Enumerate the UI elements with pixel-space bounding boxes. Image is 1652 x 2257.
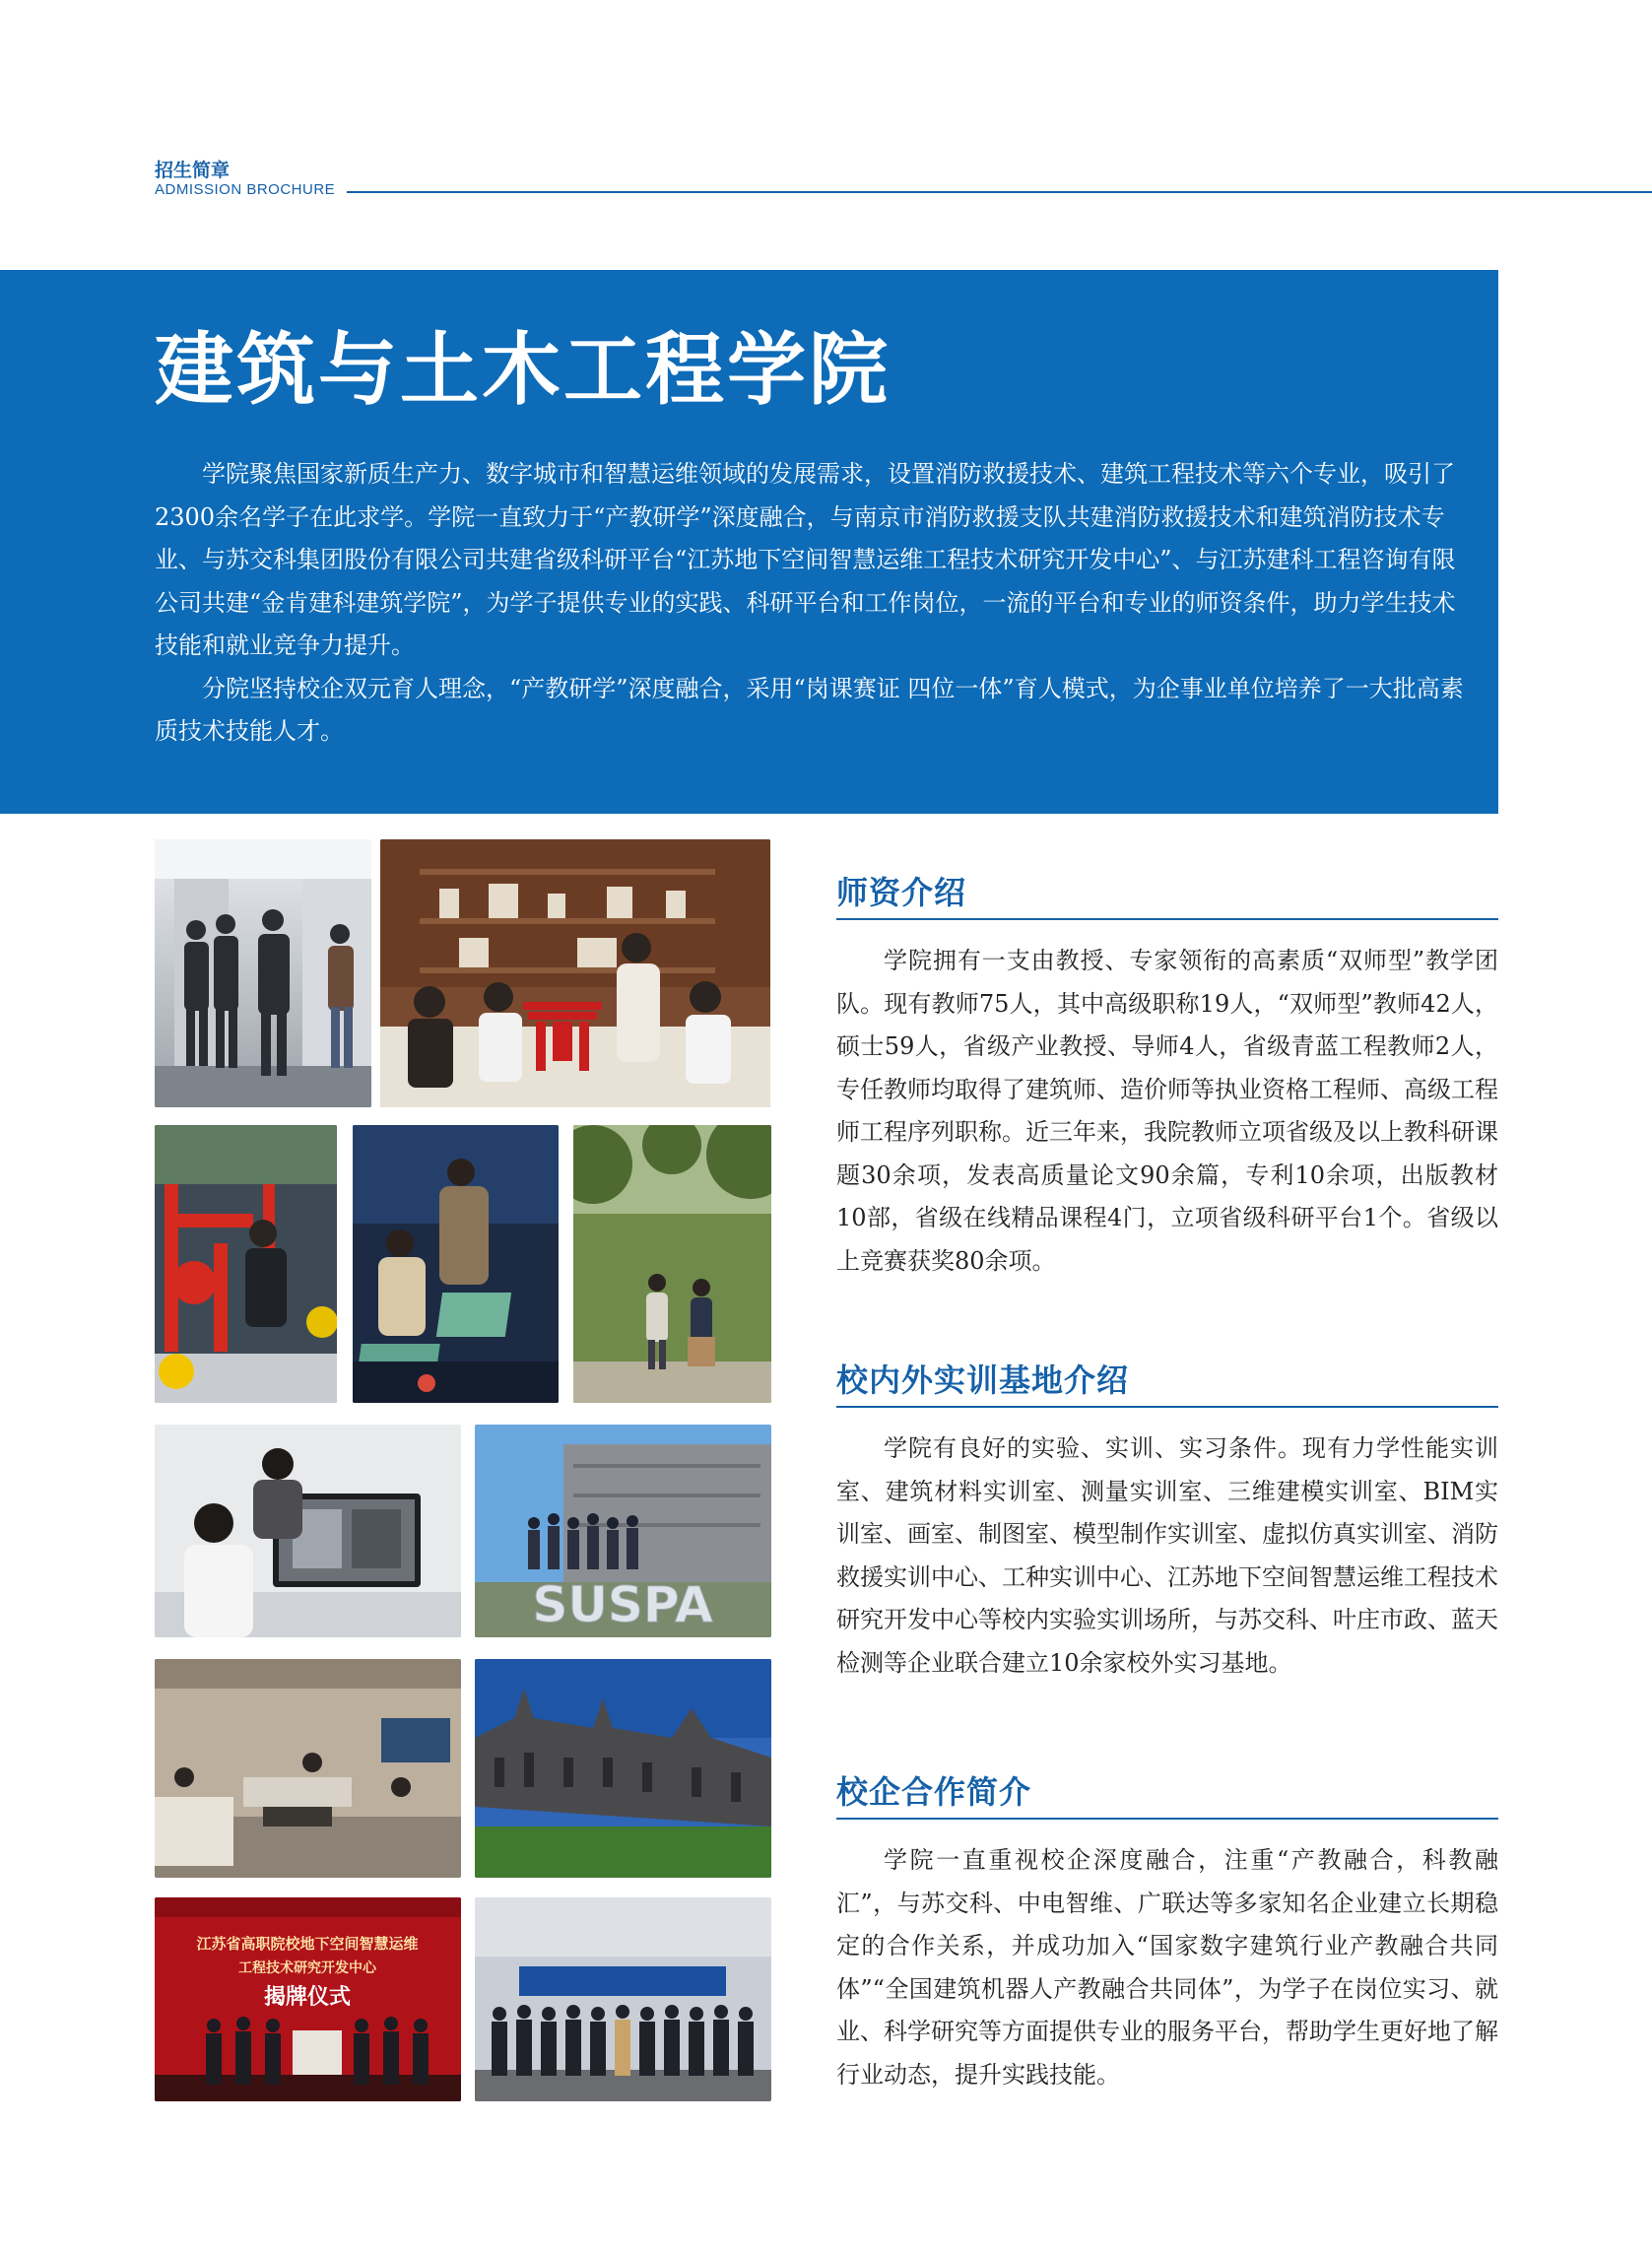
photo-lounge-interior: [155, 1659, 461, 1878]
intro-text: [155, 453, 1465, 754]
photo-corridor-students: [155, 839, 371, 1107]
photo-unveiling-ceremony: [155, 1897, 461, 2101]
intro-paragraph: 学院聚焦国家新质生产力、数字城市和智慧运维领域的发展需求，设置消防救援技术、建筑工程技术等六个专业，吸引了2300余名学子在此求学。学院一直致力于“产教研学”深度融合，与南京市消防救援支队共建消防救援技术和建筑消防技术专业、与苏交科集团股份有限公司共建省级科研平台“江苏地下空间智慧运维工程技术研究开发中心”、与江苏建科工程咨询有限公司共建“金肯建科建筑学院”，为学子提供专业的实践、科研平台和工作岗位，一流的平台和专业的师资条件，助力学生技术技能和就业竞争力提升。: [155, 460, 1456, 659]
photo-campus-sign: [475, 1425, 771, 1637]
signboard-line2: 工程技术研究开发中心: [238, 1960, 376, 1976]
section-title: 师资介绍: [836, 873, 1498, 920]
photo-fire-equipment: [155, 1125, 337, 1403]
photo-historic-building: [475, 1659, 771, 1878]
photo-design-monitor: [155, 1425, 461, 1637]
section-industry-cooperation: [836, 1772, 1498, 2096]
photo-computer-lab: [353, 1125, 559, 1403]
section-title: 校内外实训基地介绍: [836, 1361, 1498, 1408]
section-training-bases: [836, 1361, 1498, 1685]
section-text: 学院一直重视校企深度融合，注重“产教融合，科教融汇”，与苏交科、中电智维、广联达等多家知名企业建立长期稳定的合作关系，并成功加入“国家数字建筑行业产教融合共同体”“全国建筑机器人产教融合共同体”，为学子在岗位实习、就业、科学研究等方面提供专业的服务平台，帮助学生更好地了解行业动态，提升实践技能。: [836, 1846, 1498, 2089]
section-title: 校企合作简介: [836, 1772, 1498, 1820]
section-text: 学院有良好的实验、实训、实习条件。现有力学性能实训室、建筑材料实训室、测量实训室、三维建模实训室、BIM实训室、画室、制图室、模型制作实训室、虚拟仿真实训室、消防救援实训中心、工种实训中心、江苏地下空间智慧运维工程技术研究开发中心等校内实验实训场所，与苏交科、叶庄市政、蓝天检测等企业联合建立10余家校外实习基地。: [836, 1434, 1498, 1677]
intro-paragraph: 分院坚持校企双元育人理念，“产教研学”深度融合，采用“岗课赛证 四位一体”育人模式，为企事业单位培养了一大批高素质技术技能人才。: [155, 674, 1464, 745]
signboard-line1: 江苏省高职院校地下空间智慧运维: [196, 1935, 419, 1953]
brochure-title-zh: 招生简章: [155, 160, 231, 181]
photo-group-visit: [475, 1897, 771, 2101]
campus-sign-text: SUSPA: [532, 1576, 713, 1633]
signboard-line3: 揭牌仪式: [263, 1985, 352, 2010]
brochure-header: [155, 160, 335, 199]
photo-model-workshop: [380, 839, 770, 1107]
page-title: 建筑与土木工程学院: [155, 323, 891, 416]
hero-banner: [0, 270, 1498, 814]
photo-garden-walkway: [573, 1125, 771, 1403]
header-divider: [347, 191, 1652, 193]
section-faculty: [836, 873, 1498, 1283]
brochure-title-en: ADMISSION BROCHURE: [155, 181, 336, 198]
section-text: 学院拥有一支由教授、专家领衔的高素质“双师型”教学团队。现有教师75人，其中高级职称19人，“双师型”教师42人，硕士59人，省级产业教授、导师4人，省级青蓝工程教师2人，专任教师均取得了建筑师、造价师等执业资格工程师、高级工程师工程序列职称。近三年来，我院教师立项省级及以上教科研课题30余项，发表高质量论文90余篇，专利10余项，出版教材10部，省级在线精品课程4门，立项省级科研平台1个。省级以上竞赛获奖80余项。: [836, 947, 1498, 1275]
